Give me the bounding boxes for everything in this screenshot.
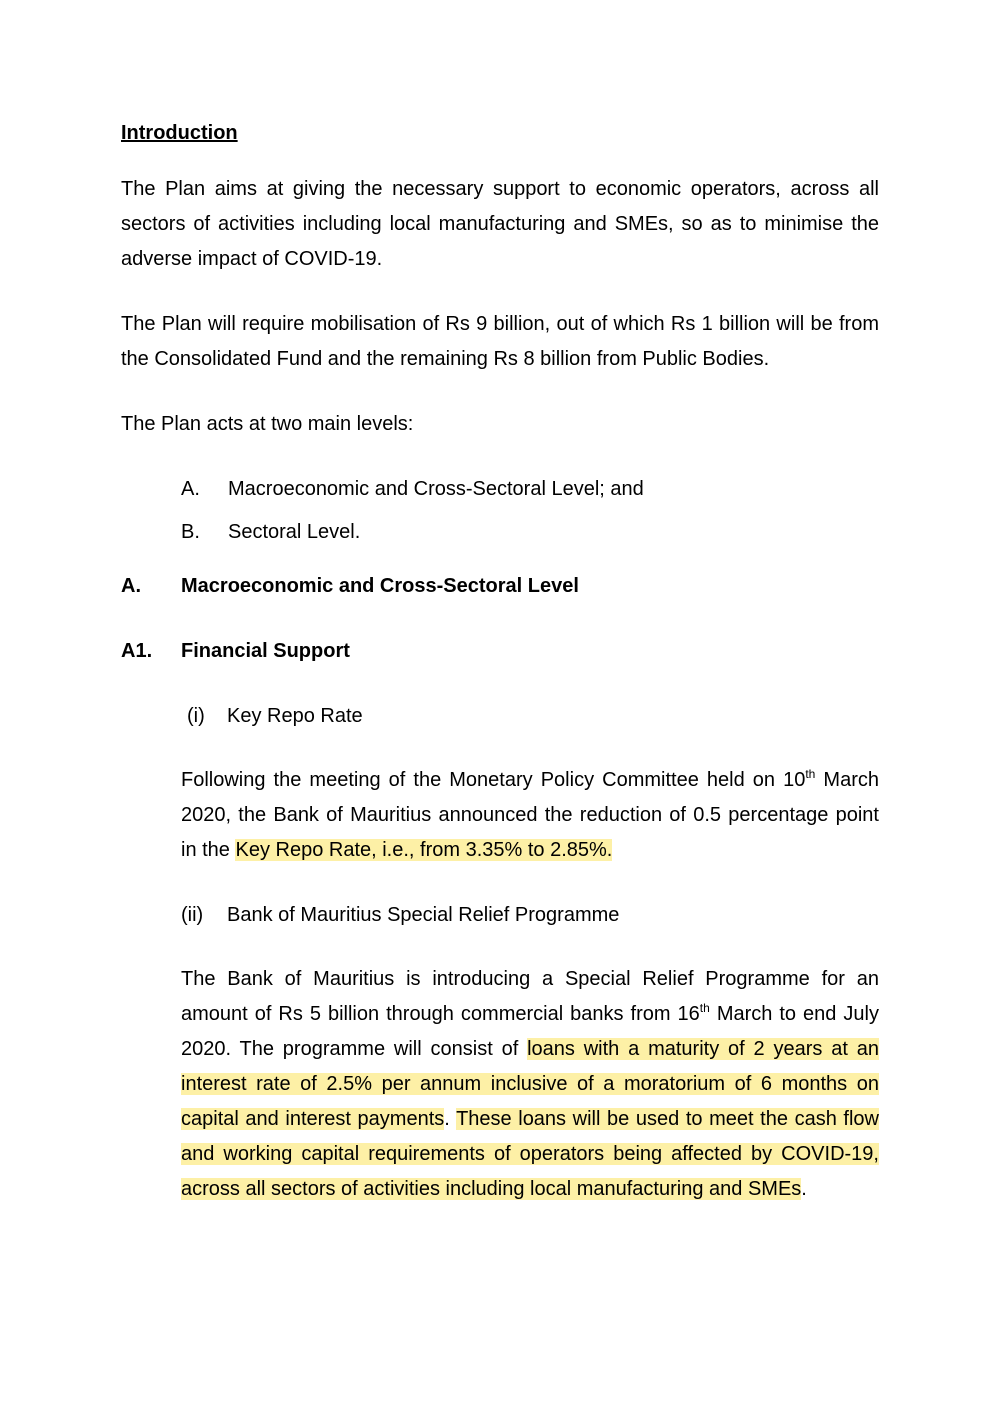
key-repo-rate-paragraph: Following the meeting of the Monetary Policy Committee held on 10th March 2020, the Bank of Mauritius announced the reduction of 0.5 percentage point in the Key Repo Rate, i.e., from 3.35% to 2.85%. (181, 767, 879, 861)
section-number: A1. (121, 640, 153, 662)
subitem-marker: (i) (187, 705, 205, 727)
intro-paragraph-1: The Plan aims at giving the necessary support to economic operators, across all sectors of activities including local manufacturing and SMEs, so as to minimise the adverse impact of COVID-19. (121, 178, 879, 270)
intro-paragraph-2: The Plan will require mobilisation of Rs 9 billion, out of which Rs 1 billion will be from the Consolidated Fund and the remaining Rs 8 billion from Public Bodies. (121, 313, 879, 370)
highlighted-text: Key Repo Rate, i.e., from 3.35% to 2.85%. (235, 839, 613, 861)
level-marker: A. (181, 478, 200, 500)
subitem-title: Key Repo Rate (227, 705, 363, 727)
relief-programme-paragraph: The Bank of Mauritius is introducing a Special Relief Programme for an amount of Rs 5 billion through commercial banks from 16th March to end July 2020. The programme will consist of loans with a maturity of 2 years at an interest rate of 2.5% per annum inclusive of a moratorium of 6 months on capital and interest payments. These loans will be used to meet the cash flow and working capital requirements of operators being affected by COVID-19, across all sectors of activities including local manufacturing and SMEs. (181, 968, 879, 1200)
subitem-title: Bank of Mauritius Special Relief Programme (227, 904, 620, 926)
section-number: A. (121, 575, 141, 597)
intro-paragraph-3: The Plan acts at two main levels: (121, 413, 414, 435)
highlighted-text: These loans will be used to meet the cash flow and working capital requirements of operators being affected by COVID-19, across all sectors of activities including local manufacturing and SMEs (181, 1108, 879, 1200)
subitem-marker: (ii) (181, 904, 204, 926)
level-text: Macroeconomic and Cross-Sectoral Level; and (228, 478, 644, 500)
section-title: Macroeconomic and Cross-Sectoral Level (181, 575, 579, 597)
introduction-heading: Introduction (121, 122, 238, 144)
highlighted-text: loans with a maturity of 2 years at an interest rate of 2.5% per annum inclusive of a moratorium of 6 months on capital and interest payments (181, 1038, 879, 1130)
level-marker: B. (181, 521, 200, 543)
level-text: Sectoral Level. (228, 521, 361, 543)
section-title: Financial Support (181, 640, 350, 662)
